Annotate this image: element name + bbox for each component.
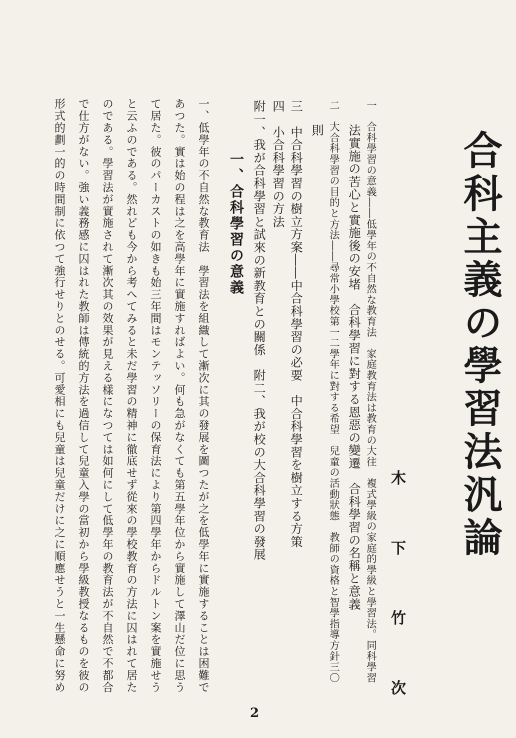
- body-line: で仕方がない。強い義務感に囚はれた教師は傳統的方法を過信して兒童入學の當初から學級教授なるものを彼の: [77, 98, 90, 693]
- toc-line: 附一、我が合科學習と試來の新教育との關係 附二、我が校の大合科學習の發展: [252, 100, 267, 561]
- body-line: のである。學習法が實施されて漸次其の效果が見える樣になつては如何にして低學年の教育法が不自然で不都合: [101, 98, 114, 693]
- toc-line: 四 小合科學習の方法: [271, 100, 286, 228]
- body-line: あつた。實は始の程は之を高學年に實施すればよい。何も急がなくても第五學年位から實施して澤山だ位に思う: [173, 98, 186, 693]
- toc-line: 法實施の苦心と實施後の安堵 合科學習に對する恩惡の變遷 合科學習の名稱と意義: [347, 124, 362, 611]
- body-line: 形式的劃一的の時間制に依つて強行せりとのせる。可愛相にも兒童は兒童だけに之に順應せうと一生懸命に努め: [53, 98, 66, 693]
- author-name: 木 下 竹 次: [389, 470, 407, 715]
- toc-line: 三 中合科學習の樹立方案――中合科學習の必要 中合科學習を樹立する方策: [289, 100, 304, 548]
- body-line: 一、低學年の不自然な教育法 學習法を組織して漸次に其の發展を圖つたが之を低學年に實施することは困難で: [197, 98, 210, 693]
- body-line: と云ふのである。然れども今から考へてみると未だ學習の精神に徹底せず從來の學校教育の方法に囚はれて居た: [125, 98, 138, 693]
- toc-line: 二 大合科學習の目的と方法――尋常小學校第一二學年に對する希望 兒童の活動狀態 教師の資格と智學指導方針三〇: [327, 100, 339, 684]
- section-heading: 一、合科學習の意義: [228, 152, 244, 296]
- body-line: て居た。彼のパーカストの如きも始三年間はモンテッソリーの保育法により第四學年からドルトン案を實施せう: [149, 98, 162, 693]
- page-number: 2: [250, 706, 260, 721]
- toc-line: 一 合科學習の意義――低學年の不自然な教育法 家庭教育法は教育の大往 複式學級の家庭的學級と學習法。同科學習: [364, 100, 376, 684]
- toc-line: 則: [310, 124, 325, 137]
- article-title: 合科主義の學習法汎論: [457, 130, 503, 560]
